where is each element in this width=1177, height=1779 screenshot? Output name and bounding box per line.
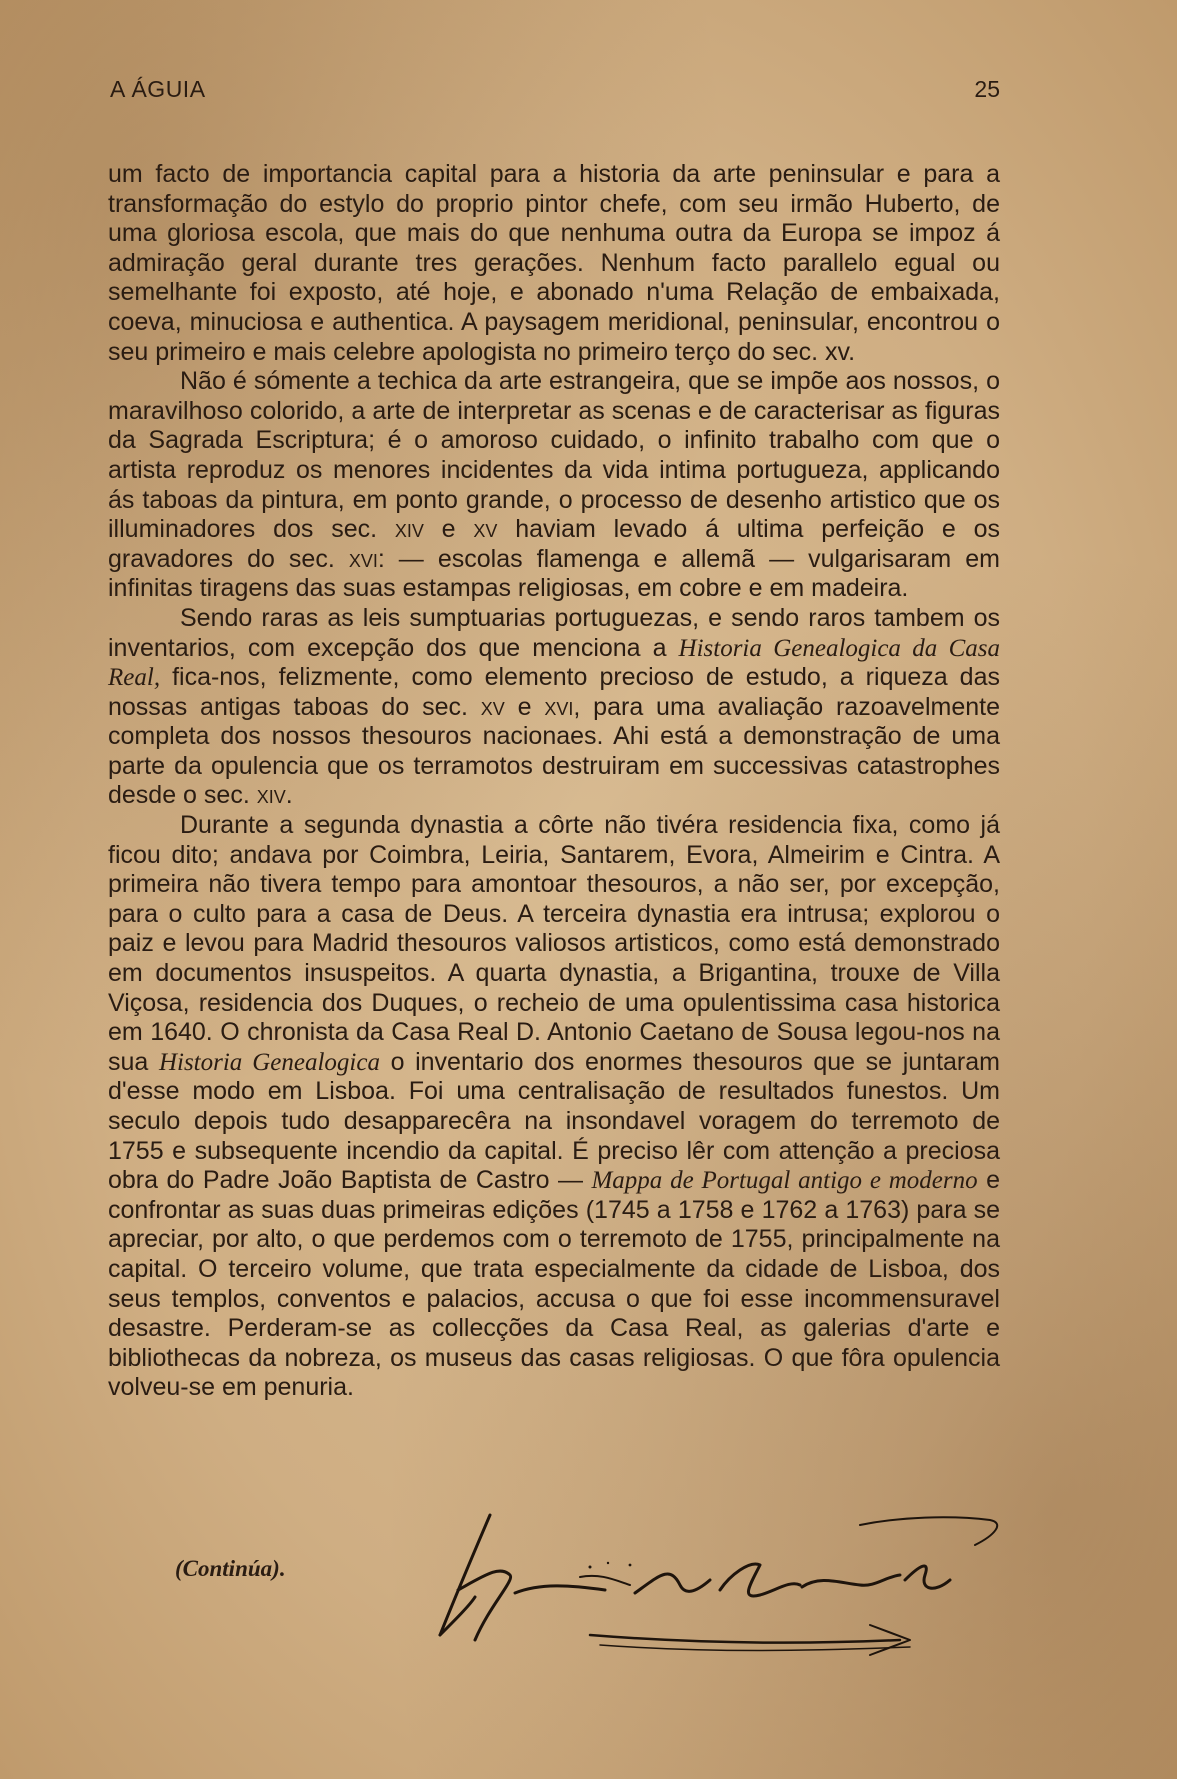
paragraph-1 [108,160,1000,367]
paragraph-2-text-a: Não é sómente a techica da arte estrangeira, que se impõe aos nossos, o maravilhoso colorido, a arte de interpretar as scenas e de caracterisar as figuras da Sagrada Escriptura; é o amoroso cuidado, o infinito trabalho com que o artista reproduz os menores incidentes da vida intima portugueza, applicando ás taboas da pintura, em ponto grande, o processo de desenho artistico que os illuminadores dos sec. [108,367,1000,544]
journal-title: A ÁGUIA [110,76,206,102]
century-numeral: xv [473,515,498,544]
paragraph-3-text-c: e [504,692,545,721]
paragraph-3-text-a: Sendo raras as leis sumptuarias portuguezas, e sendo raros tambem os inventarios, com excepção dos que menciona a [108,603,1000,662]
paragraph-2 [108,367,1000,604]
paragraph-1-text: um facto de importancia capital para a historia da arte peninsular e para a transformação do estylo do proprio pintor chefe, com seu irmão Huberto, de uma gloriosa escola, que mais do que nenhuma outra da Europa se impoz á admiração geral durante tres gerações. Nenhum facto parallelo egual ou semelhante foi exposto, até hoje, e abonado n'uma Relação de embaixada, coeva, minuciosa e authentica. A paysagem meridional, peninsular, encontrou o seu primeiro e mais celebre apologista no primeiro terço do sec. xv. [108,160,1000,366]
paragraph-2-text-c: haviam levado á ultima perfeição e os gravadores do sec. [108,515,1001,573]
paragraph-4-text-c: e confrontar as suas duas primeiras edições (1745 a 1758 e 1762 a 1763) para se apreciar, por alto, o que perdemos com o terremoto de 1755, principalmente na capital. O terceiro volume, que trata especialmente da cidade de Lisboa, dos seus templos, conventos e palacios, accusa o que foi esse incommensuravel desastre. Perderam-se as collecções da Casa Real, as galerias d'arte e bibliothecas da nobreza, os museus das casas religiosas. O que fôra opulencia volveu-se em penuria. [108,1166,1001,1402]
continued-note: (Continúa). [175,1556,286,1581]
paragraph-4 [108,811,1000,1403]
century-numeral: xv [480,692,505,721]
paragraph-2-text-b: e [423,515,474,544]
italic-title: Mappa de Portugal antigo e moderno [591,1167,978,1195]
paragraph-3-text-d: , para uma avaliação razoavelmente completa dos nossos thesouros nacionaes. Ahi está a demonstração de uma parte da opulencia que os terramotos destruiram em successivas catastrophes desde o sec. [108,692,1000,810]
author-signature [430,1505,1010,1665]
century-numeral: xiv [256,781,286,810]
paragraph-4-text-a: Durante a segunda dynastia a côrte não tivéra residencia fixa, como já ficou dito; andava por Coimbra, Leiria, Santarem, Evora, Almeirim e Cintra. A primeira não tivera tempo para amontoar thesouros, a não ser, por excepção, para o culto para a casa de Deus. A terceira dynastia era intrusa; explorou o paiz e levou para Madrid thesouros valiosos artisticos, como está demonstrado em documentos insuspeitos. A quarta dynastia, a Brigantina, trouxe de Villa Viçosa, residencia dos Duques, o recheio de uma opulentissima casa historica em 1640. O chronista da Casa Real D. Antonio Caetano de Sousa legou-nos na sua [108,811,1000,1076]
article-body [108,160,1000,1403]
century-numeral: xvi [348,544,378,573]
century-numeral: xiv [394,515,424,544]
century-numeral: xvi [544,692,574,721]
paragraph-3 [108,604,1000,811]
italic-title: Historia Genealogica da Casa Real, [108,634,1000,692]
italic-title: Historia Genealogica [158,1048,380,1076]
paragraph-2-text-d: : — escolas flamenga e allemã — vulgarisaram em infinitas tiragens das suas estampas religiosas, em cobre e em madeira. [108,544,1000,603]
paragraph-3-text-e: . [285,781,293,810]
paragraph-3-text-b: fica-nos, felizmente, como elemento precioso de estudo, a riqueza das nossas antigas taboas do sec. [108,663,1000,721]
running-head [110,76,1000,106]
page-number: 25 [974,76,1000,102]
paragraph-4-text-b: o inventario dos enormes thesouros que se juntaram d'esse modo em Lisboa. Foi uma centralisação de resultados funestos. Um seculo depois tudo desapparecêra na insondavel voragem do terremoto de 1755 e subsequente incendio da capital. É preciso lêr com attenção a preciosa obra do Padre João Baptista de Castro — [108,1047,1000,1195]
